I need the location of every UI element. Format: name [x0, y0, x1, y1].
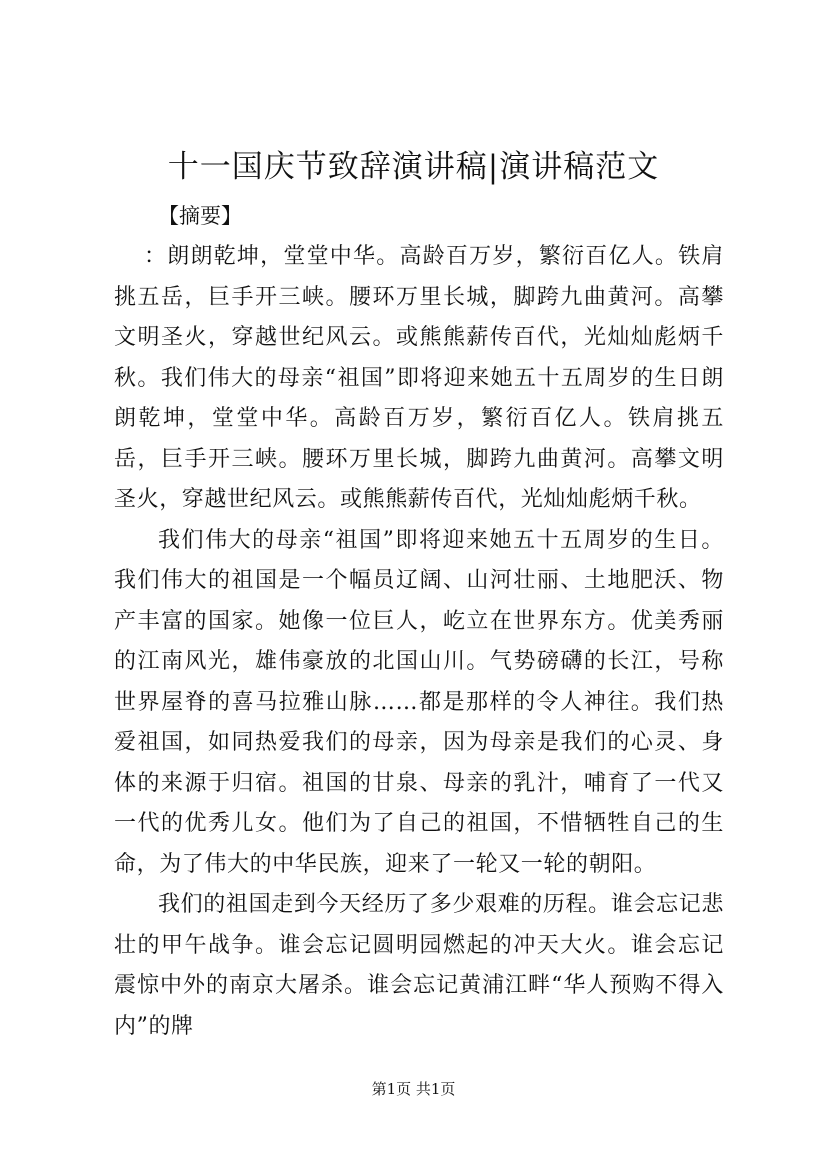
paragraph-2: 我们伟大的母亲“祖国”即将迎来她五十五周岁的生日。我们伟大的祖国是一个幅员辽阔、山河壮丽、土地肥沃、物产丰富的国家。她像一位巨人，屹立在世界东方。优美秀丽的江南风光，雄伟豪放的北国山川。气势磅礴的长江，号称世界屋脊的喜马拉雅山脉……都是那样的令人神往。我们热爱祖国，如同热爱我们的母亲，因为母亲是我们的心灵、身体的来源于归宿。祖国的甘泉、母亲的乳汁，哺育了一代又一代的优秀儿女。他们为了自己的祖国，不惜牺牲自己的生命，为了伟大的中华民族，迎来了一轮又一轮的朝阳。 — [114, 527, 724, 877]
document-title: 十一国庆节致辞演讲稿|演讲稿范文 — [167, 149, 660, 185]
page-footer: 第1页 共1页 — [371, 1080, 456, 1098]
document-body — [114, 237, 724, 1047]
paragraph-abstract: ：朗朗乾坤，堂堂中华。高龄百万岁，繁衍百亿人。铁肩挑五岳，巨手开三峡。腰环万里长城，脚跨九曲黄河。高攀文明圣火，穿越世纪风云。或熊熊薪传百代，光灿灿彪炳千秋。我们伟大的母亲“祖国”即将迎来她五十五周岁的生日朗朗乾坤，堂堂中华。高龄百万岁，繁衍百亿人。铁肩挑五岳，巨手开三峡。腰环万里长城，脚跨九曲黄河。高攀文明圣火，穿越世纪风云。或熊熊薪传百代，光灿灿彪炳千秋。 — [114, 244, 724, 512]
abstract-label: 【摘要】 — [158, 204, 242, 228]
paragraph-3: 我们的祖国走到今天经历了多少艰难的历程。谁会忘记悲壮的甲午战争。谁会忘记圆明园燃起的冲天大火。谁会忘记震惊中外的南京大屠杀。谁会忘记黄浦江畔“华人预购不得入内”的牌 — [114, 892, 724, 1039]
